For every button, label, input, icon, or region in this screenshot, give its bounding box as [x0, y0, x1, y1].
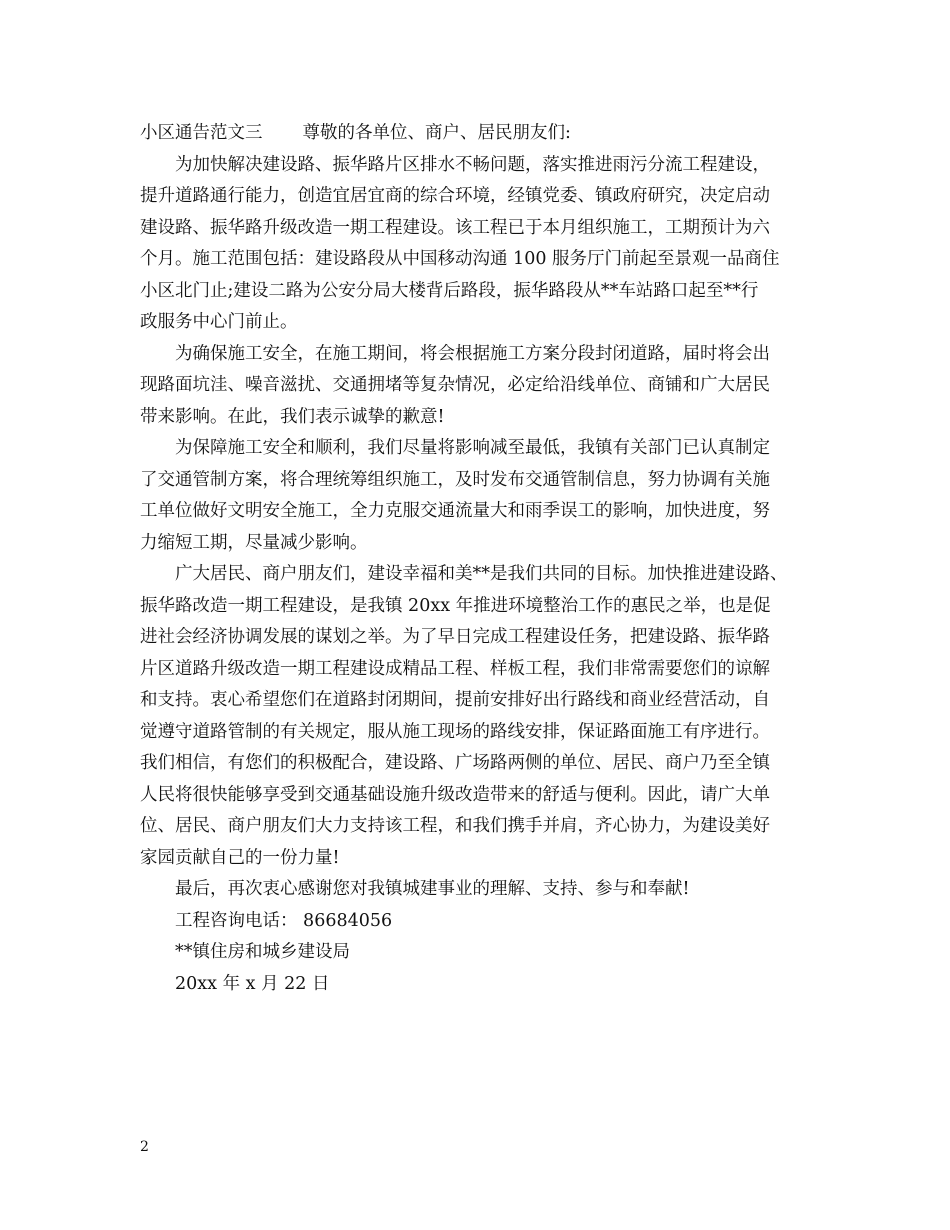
- text-line: 为确保施工安全，在施工期间，将会根据施工方案分段封闭道路，届时将会出: [175, 343, 770, 364]
- text-line: 现路面坑洼、噪音滋扰、交通拥堵等复杂情况，必定给沿线单位、商铺和广大居民: [140, 375, 770, 395]
- text-line: 最后，再次衷心感谢您对我镇城建事业的理解、支持、参与和奉献!: [175, 879, 690, 899]
- paragraph-lines: [140, 150, 828, 1001]
- text-line: 和支持。衷心希望您们在道路封闭期间，提前安排好出行路线和商业经营活动，自: [140, 690, 770, 710]
- text-line: 为保障施工安全和顺利，我们尽量将影响减至最低，我镇有关部门已认真制定: [175, 438, 770, 458]
- text-line: 政服务中心门前止。: [140, 312, 298, 332]
- text-line: 进社会经济协调发展的谋划之举。为了早日完成工程建设任务，把建设路、振华路: [140, 627, 770, 647]
- text-line: 觉遵守道路管制的有关规定，服从施工现场的路线安排，保证路面施工有序进行。: [140, 721, 770, 742]
- text-line: 工单位做好文明安全施工，全力克服交通流量大和雨季误工的影响，加快进度，努: [140, 501, 770, 521]
- text-line: 个月。施工范围包括：建设路段从中国移动沟通 100 服务厅门前起至景观一品商住: [140, 249, 780, 269]
- text-line: 片区道路升级改造一期工程建设成精品工程、样板工程，我们非常需要您们的谅解: [140, 658, 770, 679]
- text-line: 小区北门止;建设二路为公安分局大楼背后路段，振华路段从**车站路口起至**行: [140, 280, 759, 301]
- text-line: 我们相信，有您们的积极配合，建设路、广场路两侧的单位、居民、商户乃至全镇: [140, 753, 770, 773]
- text-line: 了交通管制方案，将合理统筹组织施工，及时发布交通管制信息，努力协调有关施: [140, 469, 770, 490]
- header-line: [140, 118, 828, 150]
- text-line: 建设路、振华路升级改造一期工程建设。该工程已于本月组织施工，工期预计为六: [140, 217, 770, 238]
- text-line: 带来影响。在此，我们表示诚挚的歉意!: [140, 406, 445, 427]
- salutation: 尊敬的各单位、商户、居民朋友们:: [302, 123, 571, 143]
- text-line: 力缩短工期，尽量减少影响。: [140, 532, 368, 553]
- text-line: 广大居民、商户朋友们，建设幸福和美**是我们共同的目标。加快推进建设路、: [175, 564, 788, 584]
- text-line: **镇住房和城乡建设局: [175, 942, 350, 962]
- text-line: 振华路改造一期工程建设，是我镇 20xx 年推进环境整治工作的惠民之举，也是促: [140, 595, 771, 616]
- text-line: 20xx 年 x 月 22 日: [175, 973, 330, 994]
- text-line: 人民将很快能够享受到交通基础设施升级改造带来的舒适与便利。因此，请广大单: [140, 784, 770, 805]
- text-line: 工程咨询电话： 86684056: [175, 910, 393, 931]
- text-line: 为加快解决建设路、振华路片区排水不畅问题，落实推进雨污分流工程建设，: [175, 154, 770, 175]
- text-line: 位、居民、商户朋友们大力支持该工程，和我们携手并肩，齐心协力，为建设美好: [140, 816, 770, 836]
- document-body: [140, 118, 828, 1000]
- page-number: 2: [140, 1139, 149, 1155]
- text-line: 家园贡献自己的一份力量!: [140, 847, 340, 868]
- text-line: 提升道路通行能力，创造宜居宜商的综合环境，经镇党委、镇政府研究，决定启动: [140, 186, 770, 206]
- notice-title: 小区通告范文三: [140, 123, 263, 143]
